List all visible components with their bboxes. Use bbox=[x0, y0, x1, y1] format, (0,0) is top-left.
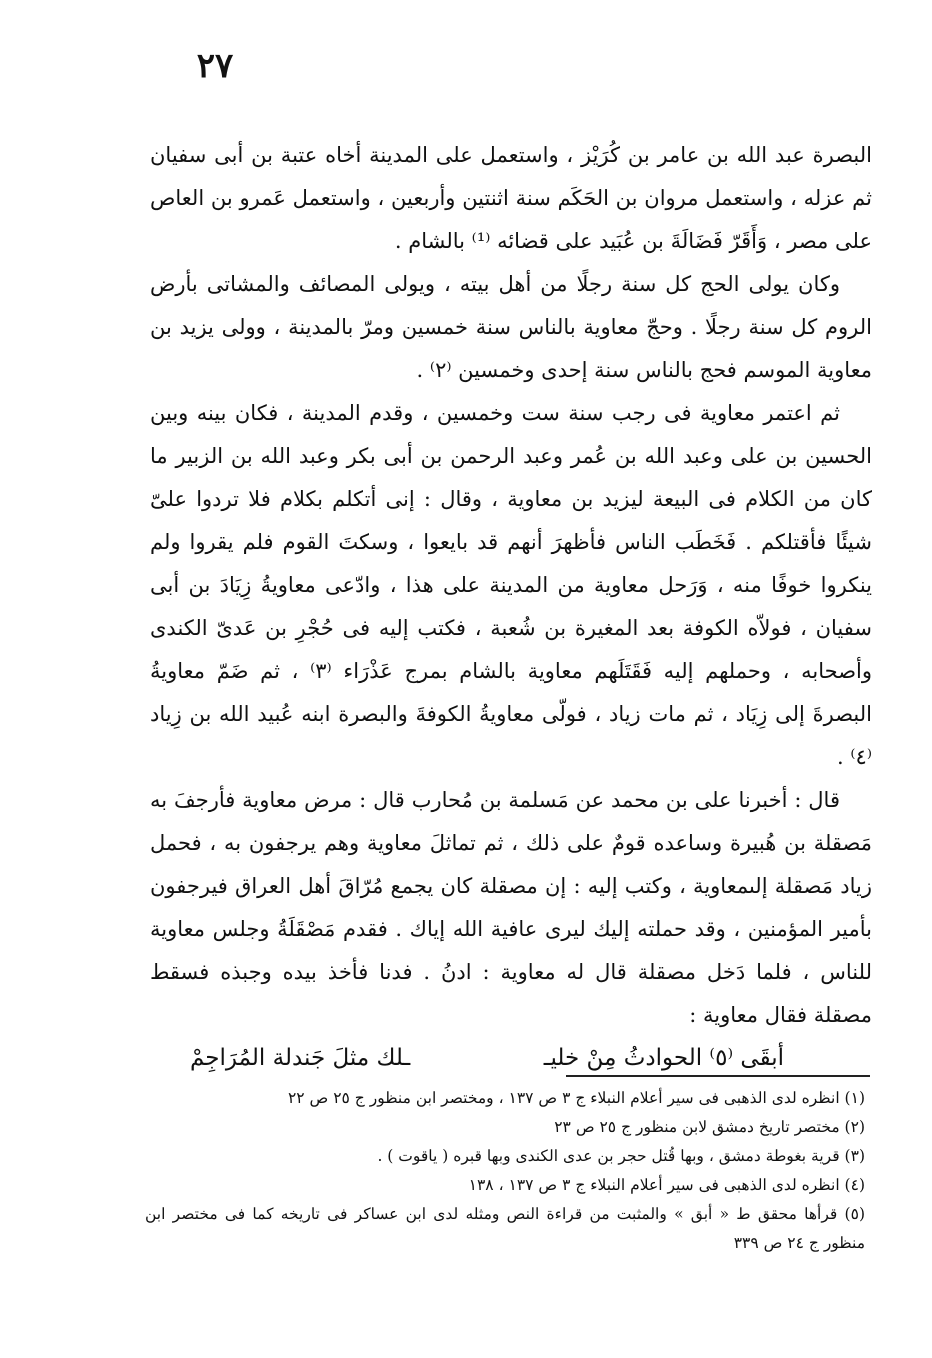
main-text bbox=[150, 134, 872, 1080]
footnote: (٤) انظره لدى الذهبى فى سير أعلام النبلاء ج ٣ ص ١٣٧ ، ١٣٨ bbox=[468, 1176, 865, 1194]
footnote: (١) انظره لدى الذهبى فى سير أعلام النبلاء ج ٣ ص ١٣٧ ، ومختصر ابن منظور ج ٢٥ ص ٢٢ bbox=[287, 1089, 865, 1107]
paragraph: البصرة عبد الله بن عامر بن كُرَيْز ، واستعمل على المدينة أخاه عتبة بن أبى سفيان ثم عزله ، واستعمل مروان بن الحَكَم سنة اثنتين وأربعين ، واستعمل عَمرو بن العاص على مصر ، وَأَقَرّ فَضَالَةَ بن عُبَيد على قضائه ⁽¹⁾ بالشام . bbox=[150, 143, 872, 253]
footnotes bbox=[145, 1084, 865, 1258]
footnote: (٢) مختصر تاريخ دمشق لابن منظور ج ٢٥ ص ٢٣ bbox=[554, 1118, 865, 1136]
verse-second-hemistich: ـلك مثلَ جَندلة المُرَاجِمْ bbox=[190, 1045, 411, 1071]
page-number: ٢٧ bbox=[196, 46, 234, 86]
footnote: (٥) قرأها محقق ط « أبق » والمثبت من قراءة النص ومثله لدى ابن عساكر فى تاريخه كما فى مختصر ابن منظور ج ٢٤ ص ٣٣٩ bbox=[145, 1205, 865, 1252]
verse-first-hemistich: أبقَى ⁽٥⁾ الحوادثُ مِنْ خليـ bbox=[543, 1045, 784, 1071]
paragraph: وكان يولى الحج كل سنة رجلًا من أهل بيته ، ويولى المصائف والمشاتى بأرض الروم كل سنة رجلًا . وحجّ معاوية بالناس سنة خمسين ومرّ بالمدينة ، وولى يزيد بن معاوية الموسم فحج بالناس سنة إحدى وخمسين ⁽٢⁾ . bbox=[150, 272, 872, 382]
footnote-divider bbox=[566, 1075, 870, 1077]
paragraph: ثم اعتمر معاوية فى رجب سنة ست وخمسين ، وقدم المدينة ، فكان بينه وبين الحسين بن على وعبد الله بن عُمر وعبد الرحمن بن أبى بكر وعبد الله بن الزبير ما كان من الكلام فى البيعة ليزيد بن معاوية ، وقال : إنى أتكلم بكلام فلا تردوا علىّ شيئًا فأقتلكم . فَخَطَب الناس فأظهرَ أنهم قد بايعوا ، وسكتَ القوم فلم يقروا ولم ينكروا خوفًا منه ، وَرَحل معاوية من المدينة على هذا ، وادّعى معاويةُ زِيَادَ بن أبى سفيان ، فولاّه الكوفة بعد المغيرة بن شُعبة ، فكتب إليه فى حُجْرِ بن عَدىّ الكندى وأصحابه ، وحملهم إليه فَقَتَلَهم معاوية بالشام بمرج عَذْرَاء ⁽٣⁾ ، ثم ضَمّ معاويةُ البصرةَ إلى زِيَاد ، ثم مات زياد ، فولّى معاويةُ الكوفةَ والبصرة ابنه عُبيد الله بن زِياد ⁽٤⁾ . bbox=[150, 401, 872, 769]
verse bbox=[190, 1037, 784, 1080]
footnote: (٣) قرية بغوطة دمشق ، وبها قُتل حجر بن عدى الكندى وبها قبره ( ياقوت ) . bbox=[377, 1147, 865, 1165]
paragraph: قال : أخبرنا على بن محمد عن مَسلمة بن مُحارب قال : مرض معاوية فأرجفَ به مَصقلة بن هُبيرة وساعده قومٌ على ذلك ، ثم تماثلَ معاوية وهم يرجفون به ، فحمل زياد مَصقلة إلىمعاوية ، وكتب إليه : إن مصقلة كان يجمع مُرّاقَ أهل العراق فيرجفون بأمير المؤمنين ، وقد حملته إليك ليرى عافية الله إياك . فقدم مَصْقَلَةُ وجلس معاوية للناس ، فلما دَخل مصقلة قال له معاوية : ادنُ . فدنا فأخذ بيده وجبذه فسقط مصقلة فقال معاوية : bbox=[150, 788, 872, 1027]
